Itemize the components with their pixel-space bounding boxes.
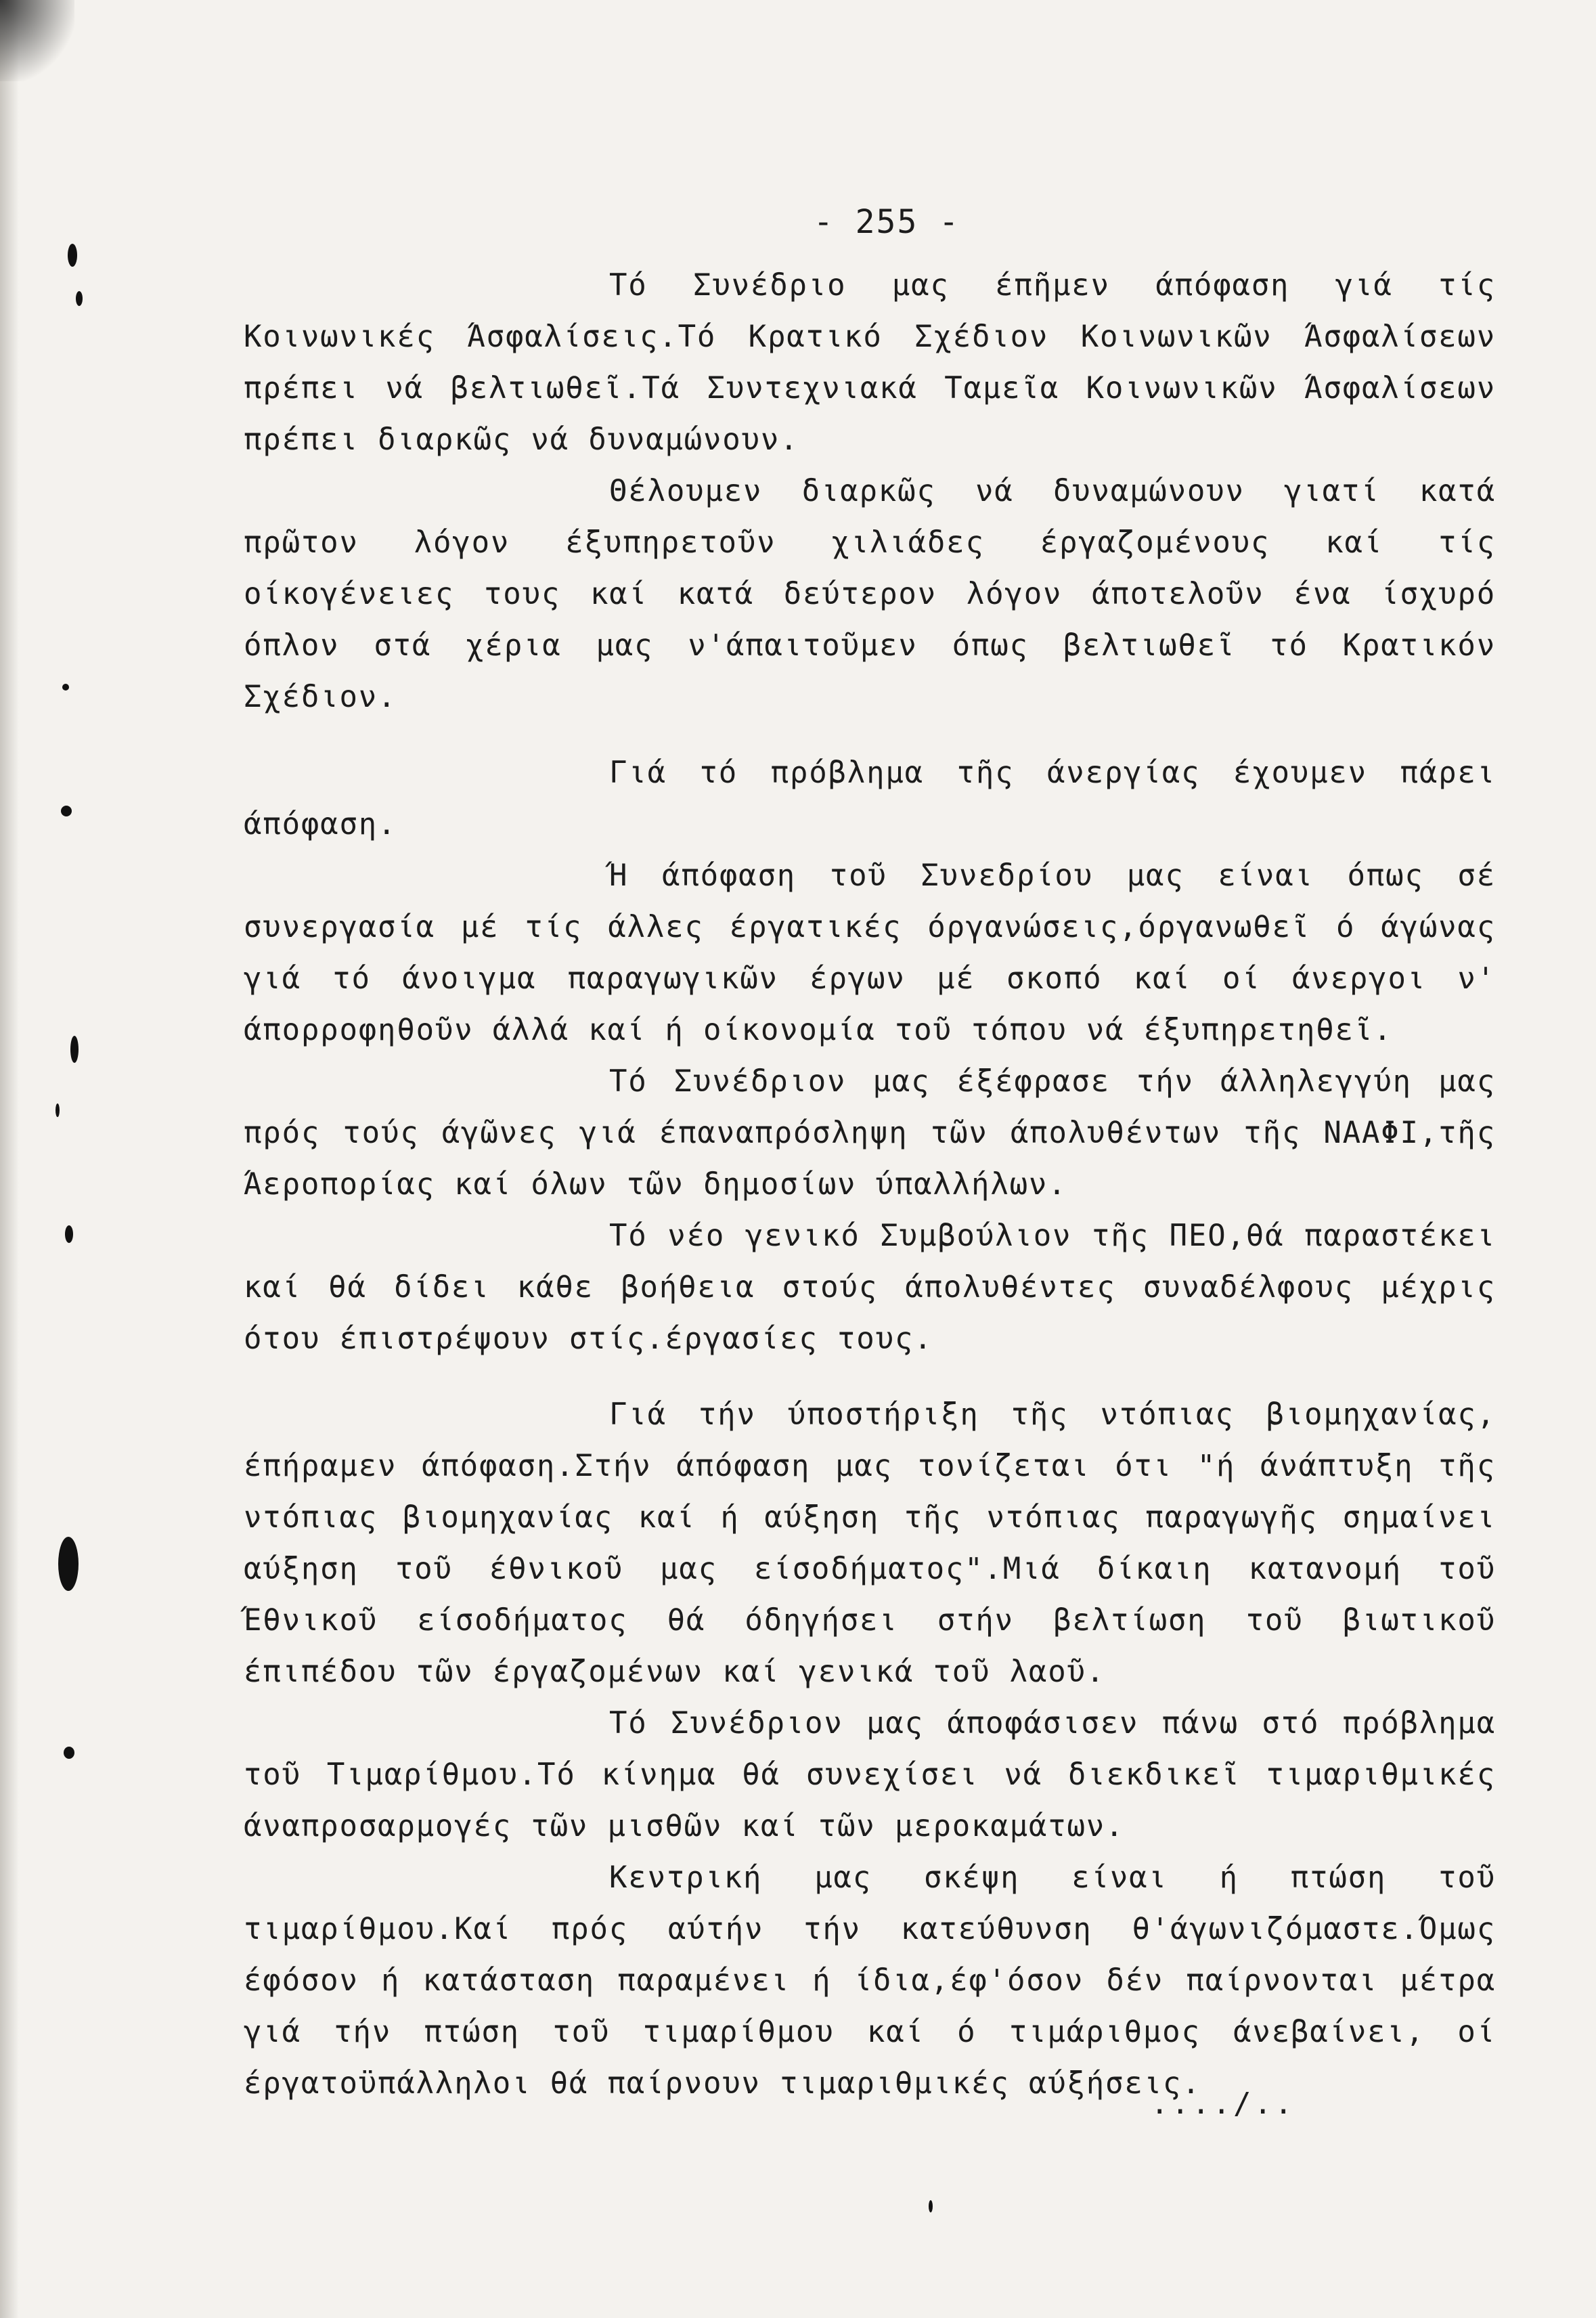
binding-hole-mark xyxy=(62,684,69,691)
paragraph-congress-decision: Ή άπόφαση τοῦ Συνεδρίου μας είναι όπως σέ συνεργασία μέ τίς άλλες έργατικές όργανώσεις,όργανωθεῖ ό άγώνας γιά τό άνοιγμα παραγωγικῶν έργων μέ σκοπό καί οί άνεργοι ν' άπορροφηθοῦν άλλά καί ή οίκονομία τοῦ τόπου νά έξυπηρετηθεῖ. xyxy=(244,858,1496,1047)
page-number: - 255 - xyxy=(813,203,960,241)
binding-hole-mark xyxy=(61,806,72,816)
paragraph-solidarity: Τό Συνέδριον μας έξέφρασε τήν άλληλεγγύη μας πρός τούς άγῶνες γιά έπαναπρόσληψη τῶν άπολυθέντων τῆς ΝΑΑΦΙ,τῆς Άεροπορίας καί όλων τῶν δημοσίων ύπαλλήλων. xyxy=(244,1064,1496,1202)
binding-hole-mark xyxy=(929,2200,933,2212)
paragraph-cost-of-living: Τό Συνέδριον μας άποφάσισεν πάνω στό πρόβλημα τοῦ Τιμαρίθμου.Τό κίνημα θά συνεχίσει νά διεκδικεῖ τιμαριθμικές άναπροσαρμογές τῶν μισθῶν καί τῶν μεροκαμάτων. xyxy=(244,1706,1496,1843)
document-body xyxy=(244,260,1496,2109)
binding-hole-mark xyxy=(68,244,77,267)
paragraph-social-insurance: Τό Συνέδριο μας έπῆμεν άπόφαση γιά τίς Κοινωνικές Άσφαλίσεις.Τό Κρατικό Σχέδιον Κοινωνικῶν Άσφαλίσεων πρέπει νά βελτιωθεῖ.Τά Συντεχνιακά Ταμεῖα Κοινωνικῶν Άσφαλίσεων πρέπει διαρκῶς νά δυναμώνουν. xyxy=(244,268,1496,457)
paragraph-unemployment: Γιά τό πρόβλημα τῆς άνεργίας έχουμεν πάρει άπόφαση. xyxy=(244,756,1496,841)
paragraph-general-council: Τό νέο γενικό Συμβούλιον τῆς ΠΕΟ,θά παραστέκει καί θά δίδει κάθε βοήθεια στούς άπολυθέντες συναδέλφους μέχρις ότου έπιστρέψουν στίς.έργασίες τους. xyxy=(244,1219,1496,1356)
binding-hole-mark xyxy=(70,1036,79,1063)
binding-hole-mark xyxy=(64,1747,74,1759)
scan-corner-shadow xyxy=(0,0,74,81)
scan-edge-shadow xyxy=(0,0,19,2318)
binding-hole-mark xyxy=(58,1537,79,1591)
paragraph-insurance-funds: Θέλουμεν διαρκῶς νά δυναμώνουν γιατί κατά πρῶτον λόγον έξυπηρετοῦν χιλιάδες έργαζομένους καί τίς οίκογένειες τους καί κατά δεύτερον λόγον άποτελοῦν ένα ίσχυρό όπλον στά χέρια μας ν'άπαιτοῦμεν όπως βελτιωθεῖ τό Κρατικόν Σχέδιον. xyxy=(244,474,1496,714)
paragraph-central-thought: Κεντρική μας σκέψη είναι ή πτώση τοῦ τιμαρίθμου.Καί πρός αύτήν τήν κατεύθυνση θ'άγωνιζόμαστε.Όμως έφόσον ή κατάσταση παραμένει ή ίδια,έφ'όσον δέν παίρνονται μέτρα γιά τήν πτώση τοῦ τιμαρίθμου καί ό τιμάριθμος άνεβαίνει, οί έργατοϋπάλληλοι θά παίρνουν τιμαριθμικές αύξήσεις. xyxy=(244,1860,1496,2101)
continuation-mark: ..../.. xyxy=(1151,2086,1295,2121)
binding-hole-mark xyxy=(56,1103,60,1117)
binding-hole-mark xyxy=(76,291,83,306)
paragraph-local-industry: Γιά τήν ύποστήριξη τῆς ντόπιας βιομηχανίας, έπήραμεν άπόφαση.Στήν άπόφαση μας τονίζεται ότι "ή άνάπτυξη τῆς ντόπιας βιομηχανίας καί ή αύξηση τῆς ντόπιας παραγωγῆς σημαίνει αύξηση τοῦ έθνικοῦ μας είσοδήματος".Μιά δίκαιη κατανομή τοῦ Έθνικοῦ είσοδήματος θά όδηγήσει στήν βελτίωση τοῦ βιωτικοῦ έπιπέδου τῶν έργαζομένων καί γενικά τοῦ λαοῦ. xyxy=(244,1397,1496,1689)
binding-hole-mark xyxy=(65,1225,73,1243)
